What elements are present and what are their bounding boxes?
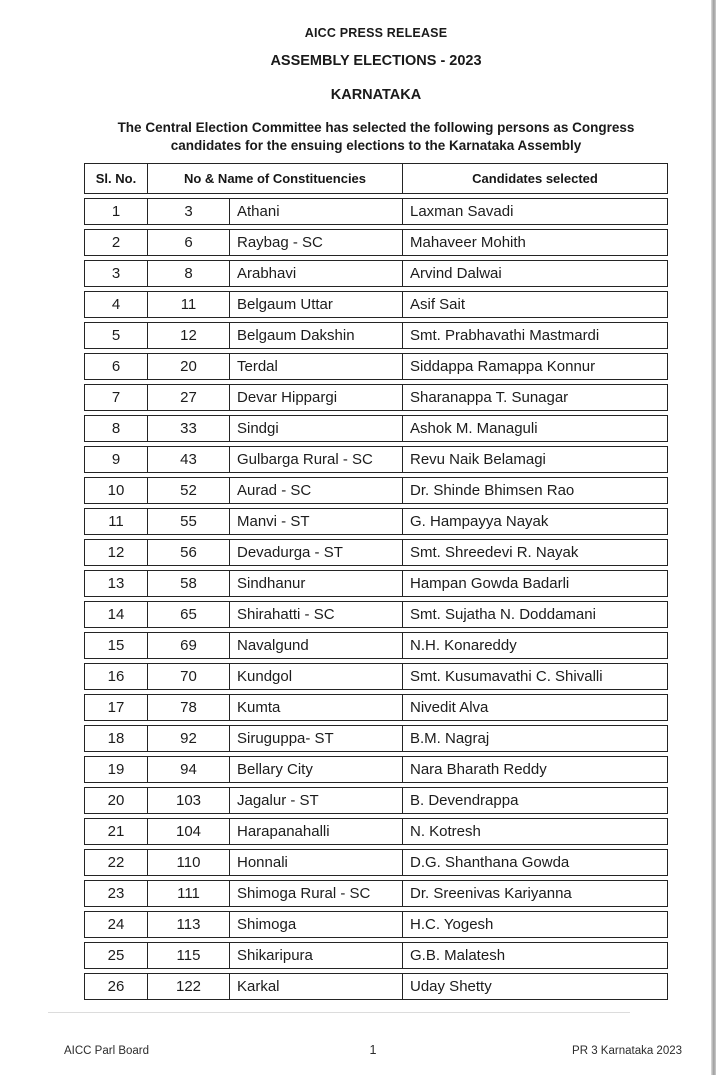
table-row [84,570,668,597]
constituency-no-cell: 27 [148,384,230,411]
candidate-name-cell: B.M. Nagraj [403,725,668,752]
constituency-name-cell: Kumta [230,694,403,721]
press-release-title: AICC PRESS RELEASE [304,26,448,40]
constituency-name-cell: Belgaum Uttar [230,291,403,318]
constituency-no-cell: 103 [148,787,230,814]
intro-paragraph: The Central Election Committee has selected the following persons as Congress candidates for the ensuing elections to the Karnataka Assembly [117,120,635,153]
sl-no-cell: 2 [84,229,148,256]
constituency-no-cell: 104 [148,818,230,845]
candidate-name-cell: Sharanappa T. Sunagar [403,384,668,411]
table-row [84,508,668,535]
constituency-no-cell: 55 [148,508,230,535]
sl-no-cell: 7 [84,384,148,411]
candidate-name-cell: Dr. Shinde Bhimsen Rao [403,477,668,504]
page-footer [64,1043,682,1057]
candidate-name-cell: Smt. Shreedevi R. Nayak [403,539,668,566]
election-title: ASSEMBLY ELECTIONS - 2023 [270,53,482,69]
candidate-name-cell: Uday Shetty [403,973,668,1000]
constituency-name-cell: Siruguppa- ST [230,725,403,752]
constituency-name-cell: Shirahatti - SC [230,601,403,628]
column-header-candidates: Candidates selected [403,163,668,194]
candidate-name-cell: B. Devendrappa [403,787,668,814]
candidate-name-cell: Nara Bharath Reddy [403,756,668,783]
constituency-no-cell: 33 [148,415,230,442]
constituency-name-cell: Honnali [230,849,403,876]
candidate-name-cell: Asif Sait [403,291,668,318]
constituency-no-cell: 92 [148,725,230,752]
table-row [84,353,668,380]
table-row [84,322,668,349]
constituency-name-cell: Manvi - ST [230,508,403,535]
candidates-table [84,159,668,1004]
table-row [84,291,668,318]
sl-no-cell: 16 [84,663,148,690]
table-row [84,787,668,814]
table-row [84,260,668,287]
candidate-name-cell: Siddappa Ramappa Konnur [403,353,668,380]
candidate-name-cell: D.G. Shanthana Gowda [403,849,668,876]
candidate-name-cell: Mahaveer Mohith [403,229,668,256]
table-row [84,632,668,659]
table-row [84,229,668,256]
candidate-name-cell: G.B. Malatesh [403,942,668,969]
table-row [84,601,668,628]
table-row [84,942,668,969]
constituency-no-cell: 6 [148,229,230,256]
candidate-name-cell: N. Kotresh [403,818,668,845]
sl-no-cell: 23 [84,880,148,907]
table-row [84,663,668,690]
constituency-no-cell: 56 [148,539,230,566]
candidate-name-cell: Arvind Dalwai [403,260,668,287]
constituency-no-cell: 115 [148,942,230,969]
constituency-no-cell: 78 [148,694,230,721]
constituency-no-cell: 52 [148,477,230,504]
constituency-no-cell: 12 [148,322,230,349]
constituency-name-cell: Arabhavi [230,260,403,287]
candidate-name-cell: Smt. Kusumavathi C. Shivalli [403,663,668,690]
constituency-no-cell: 11 [148,291,230,318]
constituency-name-cell: Harapanahalli [230,818,403,845]
sl-no-cell: 22 [84,849,148,876]
candidate-name-cell: Nivedit Alva [403,694,668,721]
constituency-no-cell: 58 [148,570,230,597]
constituency-name-cell: Bellary City [230,756,403,783]
constituency-no-cell: 65 [148,601,230,628]
constituency-no-cell: 8 [148,260,230,287]
candidate-name-cell: Smt. Sujatha N. Doddamani [403,601,668,628]
sl-no-cell: 3 [84,260,148,287]
constituency-no-cell: 20 [148,353,230,380]
page-number: 1 [369,1043,377,1057]
table-header-row [84,163,668,194]
sl-no-cell: 18 [84,725,148,752]
table-row [84,880,668,907]
constituency-name-cell: Athani [230,198,403,225]
table-row [84,756,668,783]
table-row [84,849,668,876]
candidate-name-cell: Smt. Prabhavathi Mastmardi [403,322,668,349]
constituency-name-cell: Devadurga - ST [230,539,403,566]
table-row [84,694,668,721]
candidate-name-cell: Dr. Sreenivas Kariyanna [403,880,668,907]
table-row [84,384,668,411]
candidate-name-cell: Hampan Gowda Badarli [403,570,668,597]
sl-no-cell: 6 [84,353,148,380]
table-row [84,198,668,225]
constituency-name-cell: Devar Hippargi [230,384,403,411]
constituency-no-cell: 70 [148,663,230,690]
constituency-name-cell: Shimoga [230,911,403,938]
constituency-name-cell: Terdal [230,353,403,380]
constituency-name-cell: Aurad - SC [230,477,403,504]
sl-no-cell: 8 [84,415,148,442]
state-title: KARNATAKA [330,87,422,103]
candidate-name-cell: G. Hampayya Nayak [403,508,668,535]
constituency-no-cell: 94 [148,756,230,783]
constituency-no-cell: 3 [148,198,230,225]
sl-no-cell: 24 [84,911,148,938]
footer-left-label: AICC Parl Board [64,1045,150,1057]
sl-no-cell: 1 [84,198,148,225]
table-row [84,818,668,845]
sl-no-cell: 19 [84,756,148,783]
sl-no-cell: 11 [84,508,148,535]
candidate-name-cell: Ashok M. Managuli [403,415,668,442]
table-row [84,725,668,752]
sl-no-cell: 10 [84,477,148,504]
candidate-name-cell: N.H. Konareddy [403,632,668,659]
footer-right-label: PR 3 Karnataka 2023 [572,1045,683,1057]
table-row [84,477,668,504]
press-release-page [84,0,668,1004]
candidate-name-cell: Revu Naik Belamagi [403,446,668,473]
column-header-sl-no: Sl. No. [84,163,148,194]
constituency-name-cell: Sindhanur [230,570,403,597]
sl-no-cell: 5 [84,322,148,349]
constituency-no-cell: 122 [148,973,230,1000]
sl-no-cell: 17 [84,694,148,721]
constituency-name-cell: Sindgi [230,415,403,442]
constituency-name-cell: Belgaum Dakshin [230,322,403,349]
constituency-no-cell: 69 [148,632,230,659]
constituency-name-cell: Jagalur - ST [230,787,403,814]
constituency-no-cell: 113 [148,911,230,938]
table-row [84,446,668,473]
candidate-name-cell: H.C. Yogesh [403,911,668,938]
table-row [84,911,668,938]
scan-fold-line [48,1012,630,1013]
table-row [84,973,668,1000]
constituency-name-cell: Shimoga Rural - SC [230,880,403,907]
sl-no-cell: 4 [84,291,148,318]
constituency-name-cell: Kundgol [230,663,403,690]
table-row [84,415,668,442]
sl-no-cell: 15 [84,632,148,659]
sl-no-cell: 14 [84,601,148,628]
table-row [84,539,668,566]
constituency-no-cell: 111 [148,880,230,907]
sl-no-cell: 9 [84,446,148,473]
sl-no-cell: 21 [84,818,148,845]
column-header-constituency: No & Name of Constituencies [148,163,403,194]
sl-no-cell: 12 [84,539,148,566]
constituency-no-cell: 43 [148,446,230,473]
constituency-name-cell: Raybag - SC [230,229,403,256]
constituency-name-cell: Shikaripura [230,942,403,969]
constituency-name-cell: Karkal [230,973,403,1000]
sl-no-cell: 20 [84,787,148,814]
scan-edge-artifact [711,0,716,1075]
constituency-name-cell: Navalgund [230,632,403,659]
constituency-name-cell: Gulbarga Rural - SC [230,446,403,473]
constituency-no-cell: 110 [148,849,230,876]
sl-no-cell: 13 [84,570,148,597]
sl-no-cell: 26 [84,973,148,1000]
sl-no-cell: 25 [84,942,148,969]
candidate-name-cell: Laxman Savadi [403,198,668,225]
